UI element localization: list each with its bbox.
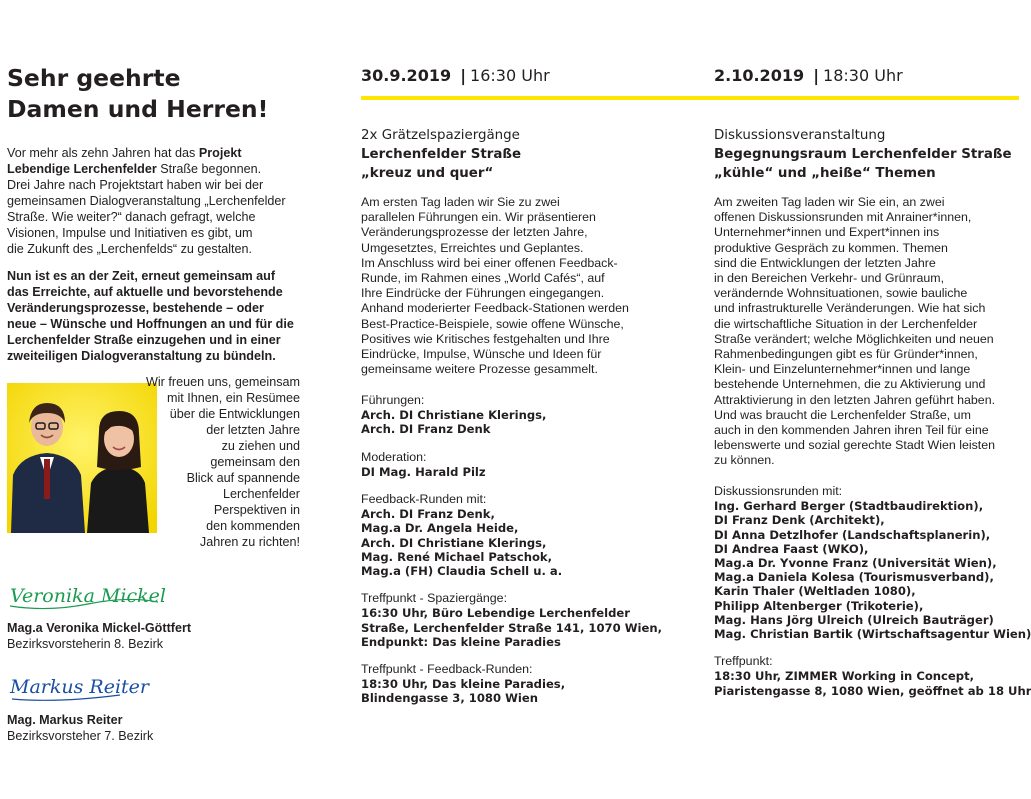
intro-line [7,241,307,257]
closing-line: Wir freuen uns, gemeinsam [146,375,300,389]
closing-line: mit Ihnen, ein Resümee [166,391,300,405]
closing-line: zu ziehen und [221,439,300,453]
call-line: das Erreichte, auf aktuelle und bevorstehende [7,285,283,299]
event1-date-header [361,66,550,85]
intro-text: Straße. Wie weiter?“ danach gefragt, welche [7,210,256,224]
call-line: Veränderungsprozesse, bestehende – oder [7,301,264,315]
signature-text: Veronika Mickel [10,585,166,607]
event1-body-line: Anhand moderierter Feedback-Stationen werden [361,301,629,316]
intro-text: gemeinsamen Dialogveranstaltung „Lerchenfelder [7,194,286,208]
intro-paragraph [7,145,307,257]
event2-body-line: Am zweiten Tag laden wir Sie ein, an zwei [714,195,945,209]
call-line: zweiteiligen Dialogveranstaltung zu bündeln. [7,349,276,363]
event2-body-line: Attraktivierung in den letzten Jahren geführt haben. [714,392,996,407]
call-line: neue – Wünsche und Hoffnungen an und für die [7,317,294,331]
event2-body-line: zu können. [714,453,775,468]
event1-body-line: Am ersten Tag laden wir Sie zu zwei [361,195,560,209]
section-label: Moderation: [361,449,427,464]
signature-graphic [8,663,149,709]
section-line: Mag.a (FH) Claudia Schell u. a. [361,564,563,579]
event2-body-line: sind die Entwicklungen der letzten Jahre [714,255,936,270]
section-line: Arch. DI Franz Denk [361,422,491,437]
event2-detail-section [714,484,1031,642]
section-label: Diskussionsrunden mit: [714,484,843,498]
intro-line [7,225,307,241]
greeting-heading [7,63,327,125]
event2-type: Diskussionsveranstaltung [714,128,886,143]
date-separator: | [460,66,467,85]
signatory1-name: Mag.a Veronika Mickel-Göttfert [7,621,192,635]
section-line: Endpunkt: Das kleine Paradies [361,634,561,649]
event1-detail-section [361,662,691,706]
event1-description [361,195,691,377]
section-line: Philipp Altenberger (Trikoterie), [714,598,924,613]
event2-time: 18:30 Uhr [823,66,903,85]
intro-line [7,193,307,209]
call-paragraph [7,268,307,364]
section-label: Treffpunkt - Feedback-Runden: [361,662,533,677]
closing-line: über die Entwicklungen [169,407,300,421]
signature-markus-reiter [8,663,149,709]
section-line: 18:30 Uhr, Das kleine Paradies, [361,677,566,692]
intro-text: Straße begonnen. [156,162,262,176]
section-line: 18:30 Uhr, ZIMMER Working in Concept, [714,669,975,684]
section-line: Mag. René Michael Patschok, [361,549,553,564]
closing-line: gemeinsam den [210,455,300,469]
signature-veronika-mickel [8,574,168,620]
section-line: Mag. Hans Jörg Ulreich (Ulreich Bauträger) [714,612,994,627]
event1-title-line: Lerchenfelder Straße [361,147,522,162]
section-line: DI Mag. Harald Pilz [361,464,486,479]
call-line: Nun ist es an der Zeit, erneut gemeinsam auf [7,269,276,283]
section-line: Ing. Gerhard Berger (Stadtbaudirektion), [714,499,984,514]
signature-graphic [8,574,168,620]
event1-details [361,393,691,719]
event1-body-line: Best-Practice-Beispiele, sowie offene Wünsche, [361,316,624,331]
section-line: Piaristengasse 8, 1080 Wien, geöffnet ab 18 Uhr [714,683,1031,698]
event2-body-line: Klein- und Einzelunternehmer*innen und lange [714,362,971,377]
event2-body-line: bestehende Unternehmen, die zu Aktivierung und [714,377,986,392]
event2-body-line: und infrastrukturelle Veränderungen. Wie hat sich [714,301,986,316]
event2-body-line: Straße verändert; welche Möglichkeiten und neuen [714,331,994,346]
event2-body-line: produktive Gespräch zu kommen. Themen [714,240,948,255]
signatory1-title: Bezirksvorsteherin 8. Bezirk [7,637,164,651]
intro-text: Projekt [198,146,242,160]
event2-title-line: Begegnungsraum Lerchenfelder Straße [714,147,1012,162]
event1-body-line: Eindrücke, Impulse, Wünsche und Ideen für [361,347,602,362]
section-label: Treffpunkt: [714,654,773,669]
call-line: Lerchenfelder Straße einzugehen und in einer [7,333,281,347]
date-separator: | [813,66,820,85]
closing-paragraph [120,374,300,550]
event2-body-line: verändernde Wohnsituationen, sowie bauliche [714,286,968,301]
intro-text: Lebendige Lerchenfelder [7,162,157,176]
event2-body-line: offenen Diskussionsrunden mit Anrainer*innen, [714,210,972,225]
event2-details [714,484,1031,711]
event2-description [714,195,1024,469]
section-line: Mag.a Dr. Angela Heide, [361,521,519,536]
section-line: Mag.a Daniela Kolesa (Tourismusverband), [714,570,994,585]
event1-body-line: Positives wie Kritisches festgehalten und Ihre [361,331,610,346]
event1-detail-section [361,492,691,578]
event1-body-line: gemeinsame weitere Prozesse gesammelt. [361,362,598,377]
section-line: 16:30 Uhr, Büro Lebendige Lerchenfelder [361,606,630,621]
event2-body-line: lebenswerte und sozial gerechte Stadt Wien leisten [714,438,996,453]
intro-text: die Zukunft des „Lerchenfelds“ zu gestalten. [7,242,253,256]
section-line: Arch. DI Christiane Klerings, [361,535,547,550]
event1-type: 2x Grätzelspaziergänge [361,128,520,143]
event1-body-line: Ihre Eindrücke der Führungen eingegangen. [361,286,605,301]
event2-body-line: auch in den kommenden Jahren ihren Teil für eine [714,423,989,438]
closing-line: Jahren zu richten! [199,535,300,549]
event2-body-line: Rahmenbedingungen gibt es für Gründer*innen, [714,347,978,362]
intro-text: Visionen, Impulse und Initiativen es gibt, um [7,226,253,240]
event1-body-line: Umgesetztes, Erreichtes und Geplantes. [361,240,584,255]
signature-text: Markus Reiter [10,676,149,698]
section-line: Mag.a Dr. Yvonne Franz (Universität Wien), [714,556,997,571]
event1-body-line: Im Anschluss wird bei einer offenen Feedback- [361,255,618,270]
event2-date: 2.10.2019 [714,66,805,85]
intro-line [7,177,307,193]
section-line: DI Andrea Faast (WKO), [714,541,869,556]
event1-date: 30.9.2019 [361,66,452,85]
intro-text: Vor mehr als zehn Jahren hat das [7,146,199,160]
greeting-line: Sehr geehrte [7,64,181,92]
event1-title-line: „kreuz und quer“ [361,166,494,181]
section-line: Arch. DI Franz Denk, [361,507,495,522]
closing-line: Perspektiven in [213,503,300,517]
section-line: DI Anna Detzlhofer (Landschaftsplanerin), [714,527,991,542]
section-line: Blindengasse 3, 1080 Wien [361,691,538,706]
closing-line: Lerchenfelder [222,487,300,501]
intro-line [7,161,307,177]
event1-body-line: parallelen Führungen ein. Wir präsentieren [361,210,596,225]
event2-body-line: Und was braucht die Lerchenfelder Straße, um [714,407,971,422]
intro-line [7,145,307,161]
event2-heading [714,126,1024,183]
event2-body-line: Unternehmer*innen und Expert*innen ins [714,225,940,240]
signatory2-name: Mag. Markus Reiter [7,713,123,727]
section-line: Straße, Lerchenfelder Straße 141, 1070 Wien, [361,620,662,635]
event1-body-line: Veränderungsprozesse der letzten Jahre, [361,225,588,240]
event1-time: 16:30 Uhr [470,66,550,85]
section-label: Treffpunkt - Spaziergänge: [361,591,508,606]
event1-detail-section [361,450,691,479]
event2-detail-section [714,654,1031,698]
section-line: Arch. DI Christiane Klerings, [361,408,547,423]
section-label: Führungen: [361,393,425,407]
event1-heading [361,126,691,183]
accent-divider [361,96,1019,100]
section-line: DI Franz Denk (Architekt), [714,513,885,528]
section-line: Mag. Christian Bartik (Wirtschaftsagentur Wien) [714,627,1031,642]
signatory2-title: Bezirksvorsteher 7. Bezirk [7,729,154,743]
event2-body-line: in den Bereichen Verkehr- und Grünraum, [714,271,945,286]
closing-line: Blick auf spannende [186,471,300,485]
event1-body-line: Runde, im Rahmen eines „World Cafés“, auf [361,271,605,286]
greeting-line: Damen und Herren! [7,95,269,123]
closing-line: den kommenden [206,519,300,533]
section-line: Karin Thaler (Weltladen 1080), [714,584,916,599]
intro-text: Drei Jahre nach Projektstart haben wir bei der [7,178,264,192]
section-label: Feedback-Runden mit: [361,492,487,507]
event2-date-header [714,66,903,85]
event2-body-line: die wirtschaftliche Situation in der Lerchenfelder [714,316,978,331]
intro-line [7,209,307,225]
event1-detail-section [361,591,691,649]
closing-line: der letzten Jahre [206,423,300,437]
event1-detail-section [361,393,691,437]
event2-title-line: „kühle“ und „heiße“ Themen [714,166,936,181]
